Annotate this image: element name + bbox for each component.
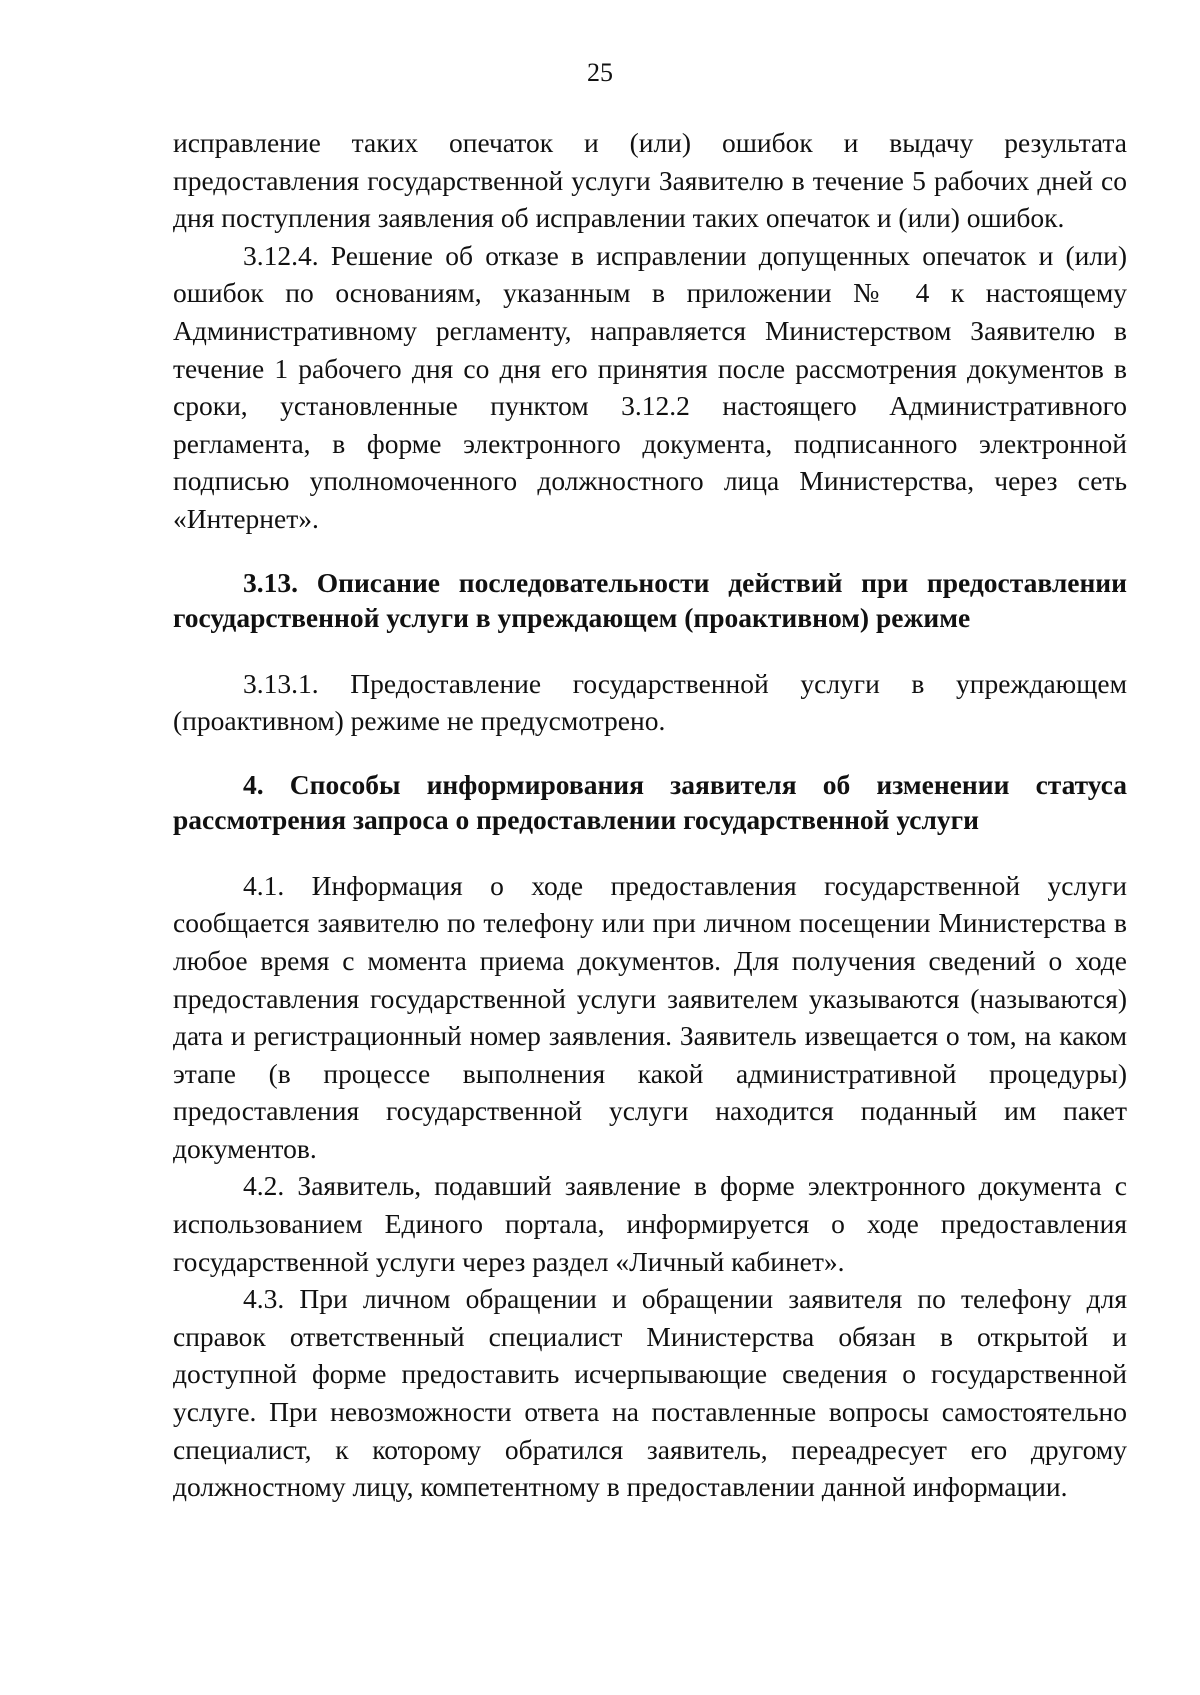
paragraph-4-2: 4.2. Заявитель, подавший заявление в форме электронного документа с использованием Единого портала, информируется о ходе предоставления государственной услуги через раздел «Личный кабинет». bbox=[173, 1170, 1127, 1277]
paragraph-3-13-1: 3.13.1. Предоставление государственной услуги в упреждающем (проактивном) режиме не предусмотрено. bbox=[173, 667, 1127, 737]
section-heading-3-13: 3.13. Описание последовательности действий при предоставлении государственной услуги в упреждающем (проактивном) режиме bbox=[173, 566, 1127, 633]
paragraph-4-3: 4.3. При личном обращении и обращении заявителя по телефону для справок ответственный специалист Министерства обязан в открытой и доступной форме предоставить исчерпывающие сведения о государственной услуге. При невозможности ответа на поставленные вопросы самостоятельно специалист, к которому обратился заявитель, переадресует его другому должностному лицу, компетентному в предоставлении данной информации. bbox=[173, 1283, 1127, 1503]
document-body bbox=[173, 124, 1127, 1506]
paragraph-4-1: 4.1. Информация о ходе предоставления государственной услуги сообщается заявителю по телефону или при личном посещении Министерства в любое время с момента приема документов. Для получения сведений о ходе предоставления государственной услуги заявителем указываются (называются) дата и регистрационный номер заявления. Заявитель извещается о том, на каком этапе (в процессе выполнения какой административной процедуры) предоставления государственной услуги находится поданный им пакет документов. bbox=[173, 869, 1127, 1164]
paragraph-3-12-4: 3.12.4. Решение об отказе в исправлении допущенных опечаток и (или) ошибок по основаниям, указанным в приложении № 4 к настоящему Административному регламенту, направляется Министерством Заявителю в течение 1 рабочего дня со дня его принятия после рассмотрения документов в сроки, установленные пунктом 3.12.2 настоящего Административного регламента, в форме электронного документа, подписанного электронной подписью уполномоченного должностного лица Министерства, через сеть «Интернет». bbox=[173, 239, 1127, 534]
page-number: 25 bbox=[587, 58, 613, 87]
section-heading-4: 4. Способы информирования заявителя об изменении статуса рассмотрения запроса о предоставлении государственной услуги bbox=[173, 768, 1127, 835]
spacer bbox=[173, 740, 1127, 767]
spacer bbox=[173, 635, 1127, 665]
paragraph-typo-correction-continued: исправление таких опечаток и (или) ошибок и выдачу результата предоставления государственной услуги Заявителю в течение 5 рабочих дней со дня поступления заявления об исправлении таких опечаток и (или) ошибок. bbox=[173, 127, 1127, 234]
spacer bbox=[173, 837, 1127, 867]
spacer bbox=[173, 538, 1127, 565]
